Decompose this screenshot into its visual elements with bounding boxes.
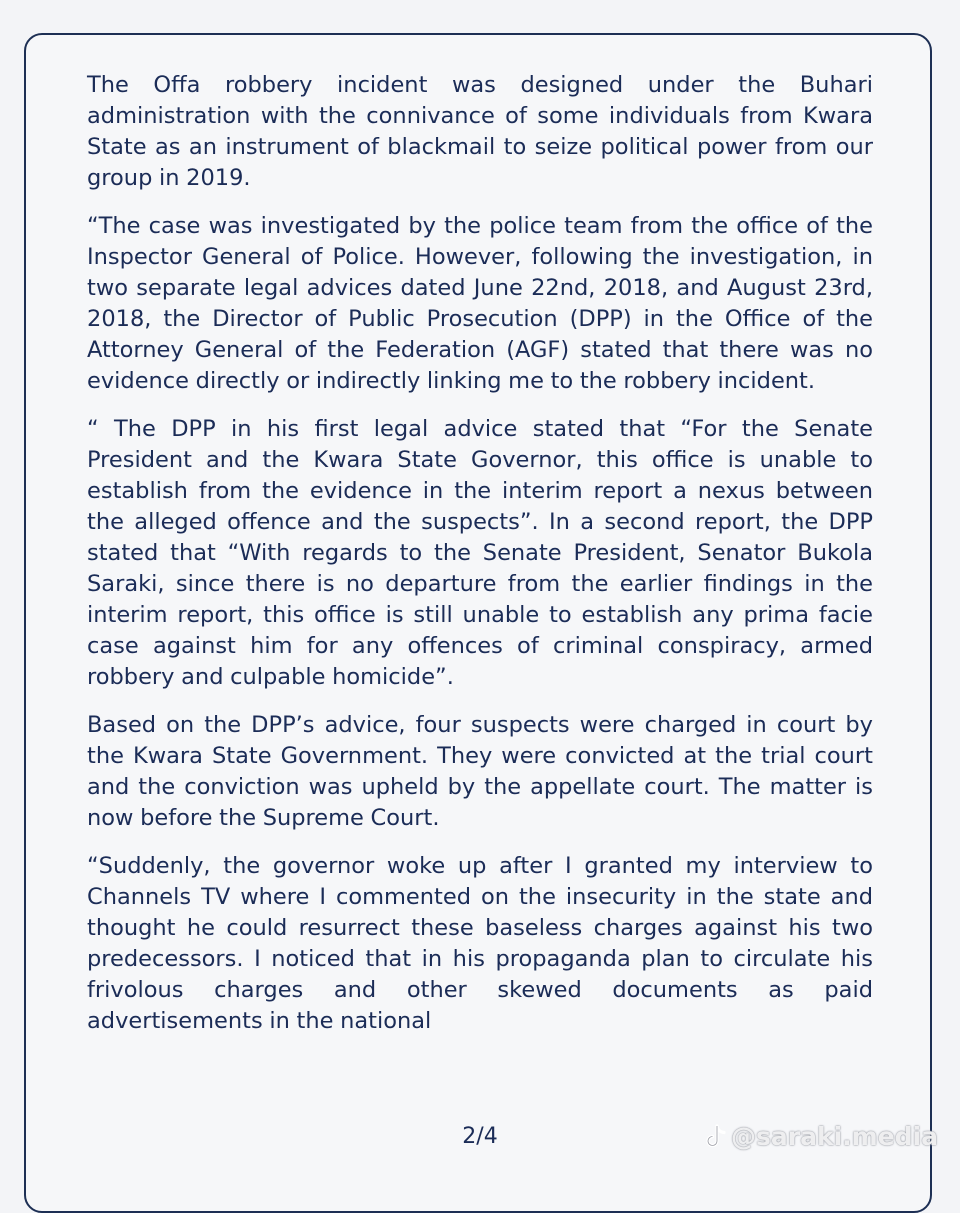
paragraph-4: Based on the DPP’s advice, four suspects were charged in court by the Kwara State Government. They were convicted at the trial court and the conviction was upheld by the appellate court. The matter is now before the Supreme Court. — [87, 712, 873, 831]
watermark — [705, 1122, 938, 1151]
watermark-handle: @saraki.media — [731, 1122, 938, 1151]
paragraph-1: The Offa robbery incident was designed under the Buhari administration with the connivance of some individuals from Kwara State as an instrument of blackmail to seize political power from our group in 2019. — [87, 72, 873, 191]
page-number: 2/4 — [462, 1124, 498, 1149]
paragraph-5: “Suddenly, the governor woke up after I granted my interview to Channels TV where I commented on the insecurity in the state and thought he could resurrect these baseless charges against his two predecessors. I noticed that in his propaganda plan to circulate his frivolous charges and other skewed documents as paid advertisements in the national — [87, 853, 873, 1034]
document-body — [87, 70, 873, 1054]
paragraph-3: “ The DPP in his first legal advice stated that “For the Senate President and the Kwara State Governor, this office is unable to establish from the evidence in the interim report a nexus between the alleged offence and the suspects”. In a second report, the DPP stated that “With regards to the Senate President, Senator Bukola Saraki, since there is no departure from the earlier findings in the interim report, this office is still unable to establish any prima facie case against him for any offences of criminal conspiracy, armed robbery and culpable homicide”. — [87, 416, 873, 690]
paragraph-2: “The case was investigated by the police team from the office of the Inspector General of Police. However, following the investigation, in two separate legal advices dated June 22nd, 2018, and August 23rd, 2018, the Director of Public Prosecution (DPP) in the Office of the Attorney General of the Federation (AGF) stated that there was no evidence directly or indirectly linking me to the robbery incident. — [87, 213, 873, 394]
tiktok-icon — [705, 1124, 727, 1150]
